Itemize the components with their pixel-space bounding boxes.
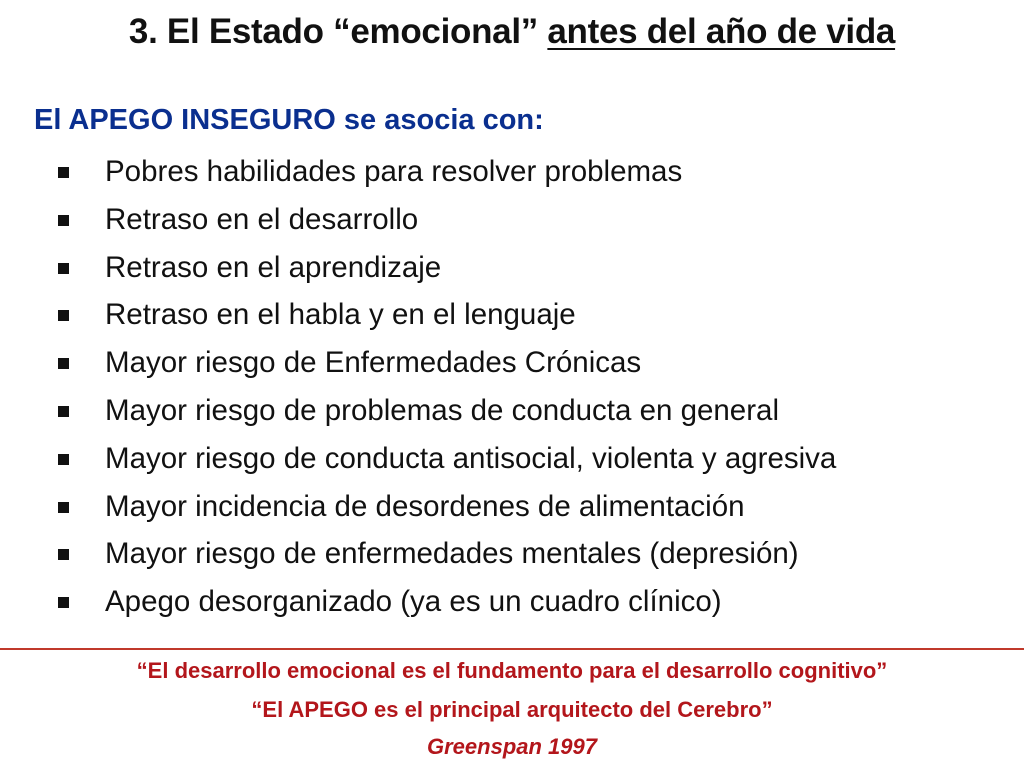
list-item-text: Mayor riesgo de Enfermedades Crónicas xyxy=(105,346,642,380)
square-bullet-icon xyxy=(58,358,69,369)
square-bullet-icon xyxy=(58,454,69,465)
list-item-text: Mayor riesgo de problemas de conducta en general xyxy=(105,393,779,427)
list-item-text: Mayor incidencia de desordenes de alimentación xyxy=(105,489,745,523)
list-item-text: Retraso en el aprendizaje xyxy=(105,250,442,284)
square-bullet-icon xyxy=(58,502,69,513)
divider xyxy=(0,648,1024,650)
square-bullet-icon xyxy=(58,406,69,417)
list-item-text: Pobres habilidades para resolver problemas xyxy=(105,155,683,188)
list-item-text: Mayor riesgo de enfermedades mentales (depresión) xyxy=(105,537,799,571)
quote-author: Greenspan 1997 xyxy=(427,734,597,759)
quote-line-1: “El desarrollo emocional es el fundamento para el desarrollo cognitivo” xyxy=(136,658,888,683)
square-bullet-icon xyxy=(58,549,69,560)
title-underlined-text: antes del año de vida xyxy=(547,12,896,51)
square-bullet-icon xyxy=(58,167,69,178)
subtitle: El APEGO INSEGURO se asocia con: xyxy=(34,104,544,136)
list-item-text: Retraso en el desarrollo xyxy=(105,202,419,236)
title-text: 3. El Estado “emocional” xyxy=(128,12,548,51)
list-item-text: Apego desorganizado (ya es un cuadro clínico) xyxy=(105,585,722,619)
square-bullet-icon xyxy=(58,263,69,274)
square-bullet-icon xyxy=(58,597,69,608)
slide-title xyxy=(0,12,1024,52)
quote-line-2: “El APEGO es el principal arquitecto del Cerebro” xyxy=(251,697,773,722)
list-item-text: Retraso en el habla y en el lenguaje xyxy=(105,298,576,332)
square-bullet-icon xyxy=(58,310,69,321)
square-bullet-icon xyxy=(58,215,69,226)
list-item-text: Mayor riesgo de conducta antisocial, violenta y agresiva xyxy=(105,441,837,475)
